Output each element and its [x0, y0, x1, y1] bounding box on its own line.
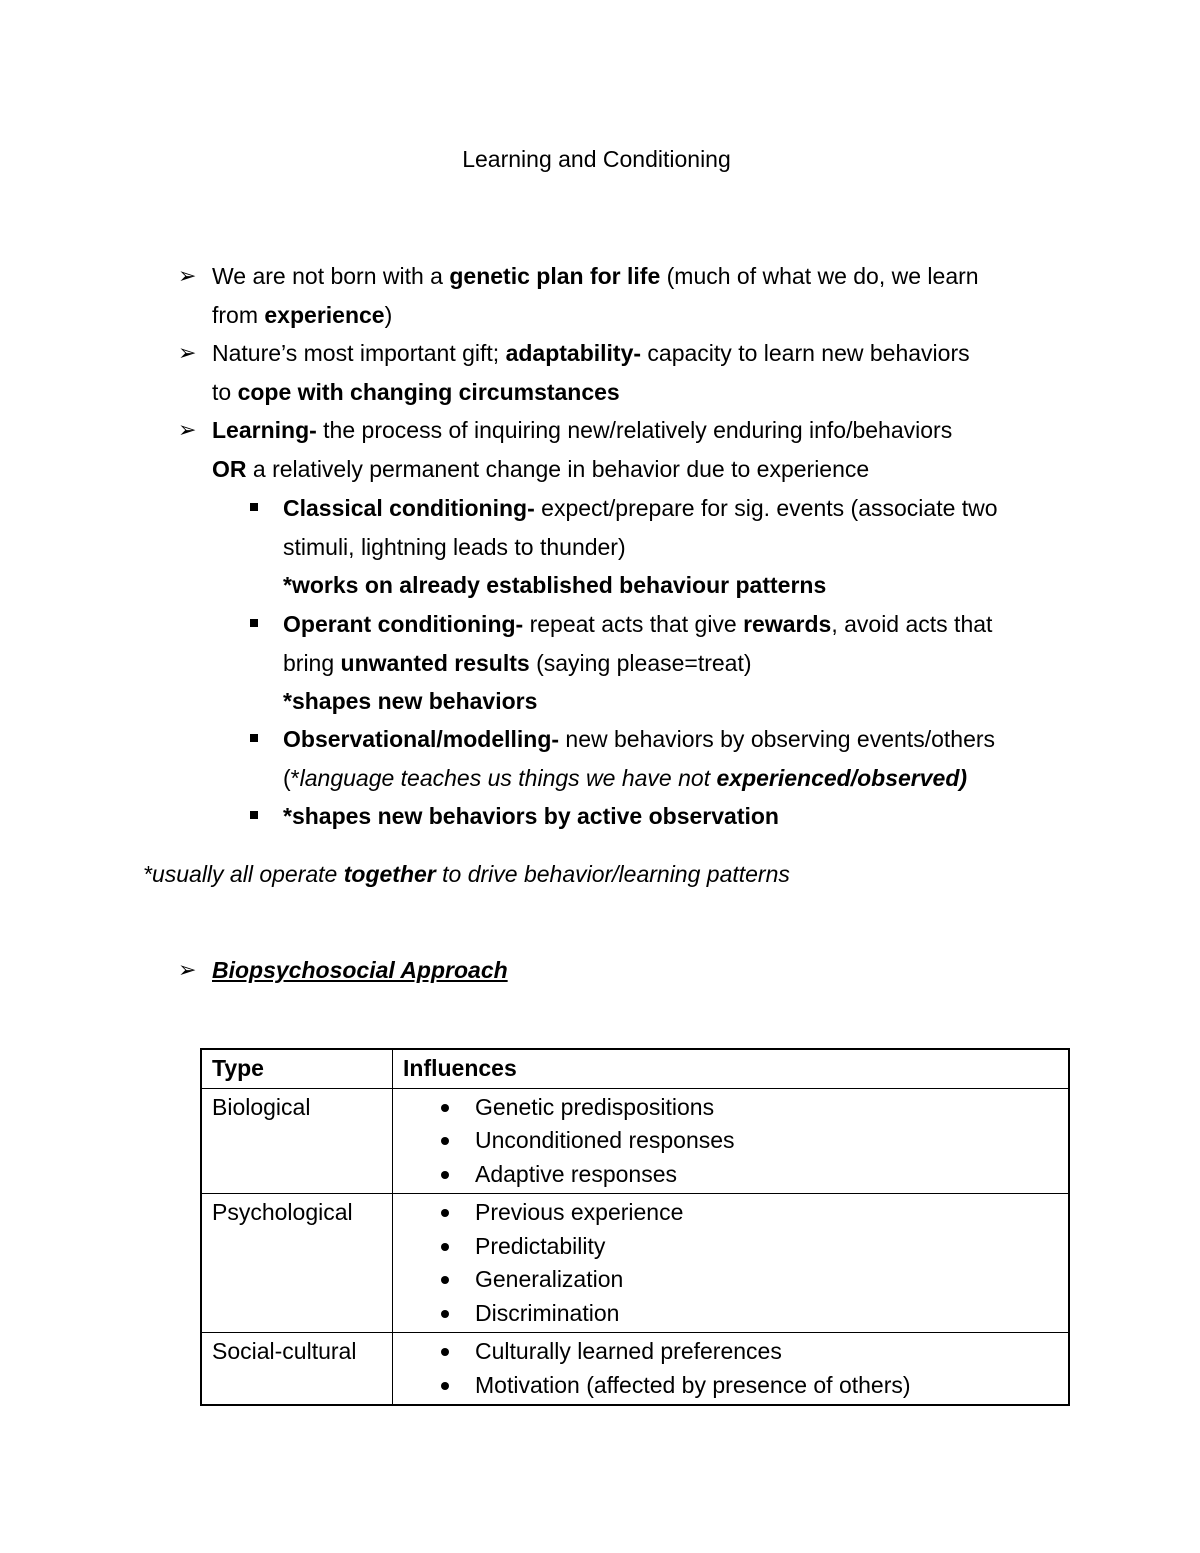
list-item	[403, 1196, 1058, 1230]
sub-bullet-text	[283, 489, 1080, 605]
square-bullet-icon	[250, 811, 258, 819]
text-line	[212, 257, 1072, 296]
text-line	[212, 411, 1072, 450]
round-bullet-icon	[441, 1137, 449, 1145]
text-line: stimuli, lightning leads to thunder)	[283, 533, 626, 560]
section-heading-label: Biopsychosocial Approach	[212, 957, 508, 983]
bold-term: experience	[264, 301, 385, 328]
text-run: We are not born with a	[212, 263, 450, 289]
bold-term: Classical conditioning-	[283, 495, 535, 521]
influences-list	[403, 1091, 1058, 1192]
square-bullet-icon	[250, 503, 258, 511]
bold-term: rewards	[743, 611, 832, 637]
arrow-bullet-icon: ➢	[178, 957, 197, 982]
influence-text: Previous experience	[475, 1199, 684, 1225]
text-line	[283, 566, 1080, 605]
influence-text: Unconditioned responses	[475, 1127, 735, 1153]
table-row	[201, 1194, 1069, 1333]
text-run: (much of what we do, we learn	[660, 263, 979, 289]
sub-item-operant-conditioning	[250, 605, 1080, 721]
bold-italic-term: experienced/observed)	[716, 764, 968, 791]
bullet-item-genetic-plan	[178, 257, 1078, 334]
text-run: the process of inquiring new/relatively enduring info/behaviors	[316, 417, 953, 443]
round-bullet-icon	[441, 1276, 449, 1284]
round-bullet-icon	[441, 1382, 449, 1390]
text-run: a relatively permanent change in behavior due to experience	[246, 455, 870, 482]
table-row	[201, 1088, 1069, 1194]
table-header-row	[201, 1049, 1069, 1088]
text-run: Nature’s most important gift;	[212, 340, 506, 366]
influences-list	[403, 1196, 1058, 1330]
bold-term: genetic plan for life	[449, 263, 661, 289]
list-item	[403, 1369, 1058, 1403]
sub-bullet-text	[283, 797, 1080, 836]
text-run: repeat acts that give	[523, 611, 744, 637]
bullet-text	[212, 257, 1072, 334]
text-line	[283, 489, 1080, 528]
type-cell: Psychological	[201, 1194, 393, 1333]
round-bullet-icon	[441, 1310, 449, 1318]
list-item	[403, 1230, 1058, 1264]
bullet-item-learning-definition	[178, 411, 1078, 488]
summary-note	[143, 857, 790, 891]
text-run: expect/prepare for sig. events (associate two	[534, 495, 998, 521]
influence-text: Adaptive responses	[475, 1160, 678, 1187]
sub-bullet-text	[283, 720, 1080, 797]
table-row	[201, 1333, 1069, 1406]
text-run: to drive behavior/learning patterns	[435, 861, 790, 887]
arrow-bullet-icon: ➢	[178, 417, 197, 442]
text-run: *usually all operate	[143, 861, 344, 887]
text-line	[283, 797, 1080, 836]
bold-term: Learning-	[212, 417, 317, 443]
influences-cell	[393, 1333, 1070, 1406]
text-run: from	[212, 301, 265, 328]
bold-term: *works on already established behaviour patterns	[283, 572, 827, 598]
round-bullet-icon	[441, 1348, 449, 1356]
text-line	[283, 682, 1080, 721]
round-bullet-icon	[441, 1171, 449, 1179]
list-item	[403, 1091, 1058, 1125]
text-run: , avoid acts that	[831, 611, 993, 637]
influences-cell	[393, 1088, 1070, 1194]
text-run: new behaviors by observing events/others	[559, 726, 996, 752]
list-item	[403, 1124, 1058, 1158]
text-run: (*	[283, 764, 300, 791]
bold-term: together	[343, 861, 436, 887]
text-line	[212, 296, 1072, 335]
text-run: bring	[283, 649, 341, 676]
bold-term: *shapes new behaviors	[283, 688, 538, 714]
sub-item-classical-conditioning	[250, 489, 1080, 605]
bullet-text	[212, 334, 1072, 411]
text-line	[212, 450, 1072, 489]
round-bullet-icon	[441, 1209, 449, 1217]
text-run: capacity to learn new behaviors	[641, 340, 970, 366]
bullet-text	[212, 411, 1072, 488]
list-item	[403, 1263, 1058, 1297]
arrow-bullet-icon: ➢	[178, 340, 197, 365]
sub-item-observational-modelling	[250, 720, 1080, 797]
bullet-item-adaptability	[178, 334, 1078, 411]
column-header-type: Type	[201, 1049, 393, 1088]
text-run: to	[212, 378, 238, 405]
influences-list	[403, 1335, 1058, 1402]
influence-text: Predictability	[475, 1232, 606, 1259]
influence-text: Discrimination	[475, 1299, 620, 1326]
text-line	[283, 720, 1080, 759]
bold-term: unwanted results	[340, 649, 530, 676]
square-bullet-icon	[250, 619, 258, 627]
text-line	[283, 759, 1080, 798]
biopsychosocial-table	[200, 1048, 1070, 1406]
text-line	[283, 605, 1080, 644]
bold-term: adaptability-	[505, 340, 642, 366]
text-line	[212, 373, 1072, 412]
round-bullet-icon	[441, 1243, 449, 1251]
influence-text: Motivation (affected by presence of others)	[475, 1371, 911, 1398]
influence-text: Generalization	[475, 1266, 624, 1292]
text-line	[212, 334, 1072, 373]
sub-bullet-text	[283, 605, 1080, 721]
column-header-influences: Influences	[393, 1049, 1070, 1088]
arrow-bullet-icon: ➢	[178, 263, 197, 288]
list-item	[403, 1158, 1058, 1192]
bold-term: Observational/modelling-	[283, 726, 560, 752]
square-bullet-icon	[250, 734, 258, 742]
list-item	[403, 1297, 1058, 1331]
document-title: Learning and Conditioning	[462, 146, 731, 172]
influences-cell	[393, 1194, 1070, 1333]
bold-term: Operant conditioning-	[283, 611, 524, 637]
influence-text: Culturally learned preferences	[475, 1338, 782, 1364]
type-cell: Biological	[201, 1088, 393, 1194]
sub-item-active-observation	[250, 797, 1080, 836]
type-cell: Social-cultural	[201, 1333, 393, 1406]
bold-term: cope with changing circumstances	[237, 378, 620, 405]
influence-text: Genetic predispositions	[475, 1093, 715, 1120]
italic-text: language teaches us things we have not	[299, 764, 717, 791]
bold-term: *shapes new behaviors by active observation	[283, 803, 779, 829]
text-line	[283, 644, 1080, 683]
list-item	[403, 1335, 1058, 1369]
round-bullet-icon	[441, 1104, 449, 1112]
bold-term: OR	[212, 455, 247, 482]
text-run: (saying please=treat)	[529, 649, 752, 676]
section-heading-biopsychosocial	[178, 953, 508, 987]
text-run: )	[384, 301, 393, 328]
